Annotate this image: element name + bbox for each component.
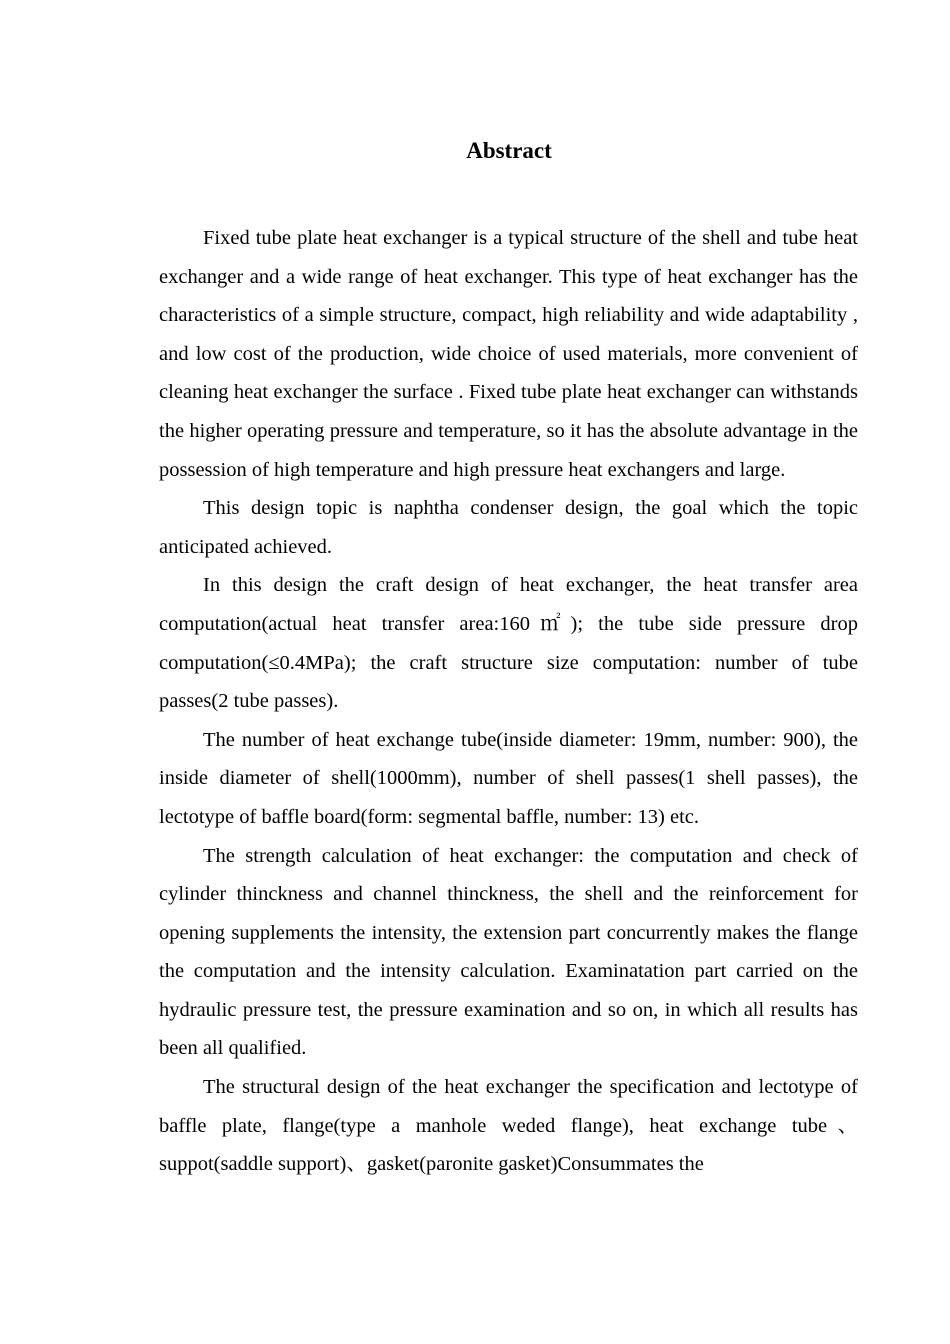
paragraph-structural-design: The structural design of the heat exchanger the specification and lectotype of baffle plate, flange(type a manhole weded flange), heat exchange tube、suppot(saddle support)、gasket(paronite gasket)Consummates the [159,1076,858,1176]
paragraph-strength-calculation: The strength calculation of heat exchanger: the computation and check of cylinder thinckness and channel thinckness, the shell and the reinforcement for opening supplements the intensity, the extension part concurrently makes the flange the computation and the intensity calculation. Examinatation part carried on the hydraulic pressure test, the pressure examination and so on, in which all results has been all qualified. [159,844,858,1060]
abstract-body [159,219,858,1184]
paragraph-tube-details: The number of heat exchange tube(inside diameter: 19mm, number: 900), the inside diameter of shell(1000mm), number of shell passes(1 shell passes), the lectotype of baffle board(form: segmental baffle, number: 13) etc. [159,728,858,828]
abstract-title: Abstract [466,138,552,163]
paragraph-design-topic: This design topic is naphtha condenser design, the goal which the topic anticipated achieved. [159,497,858,558]
paragraph-intro: Fixed tube plate heat exchanger is a typical structure of the shell and tube heat exchanger and a wide range of heat exchanger. This type of heat exchanger has the characteristics of a simple structure, compact, high reliability and wide adaptability , and low cost of the production, wide choice of used materials, more convenient of cleaning heat exchanger the surface . Fixed tube plate heat exchanger can withstands the higher operating pressure and temperature, so it has the absolute advantage in the possession of high temperature and high pressure heat exchangers and large. [159,227,858,481]
paragraph-craft-design: In this design the craft design of heat exchanger, the heat transfer area computation(actual heat transfer area:160㎡); the tube side pressure drop computation(≤0.4MPa); the craft structure size computation: number of tube passes(2 tube passes). [159,574,858,713]
